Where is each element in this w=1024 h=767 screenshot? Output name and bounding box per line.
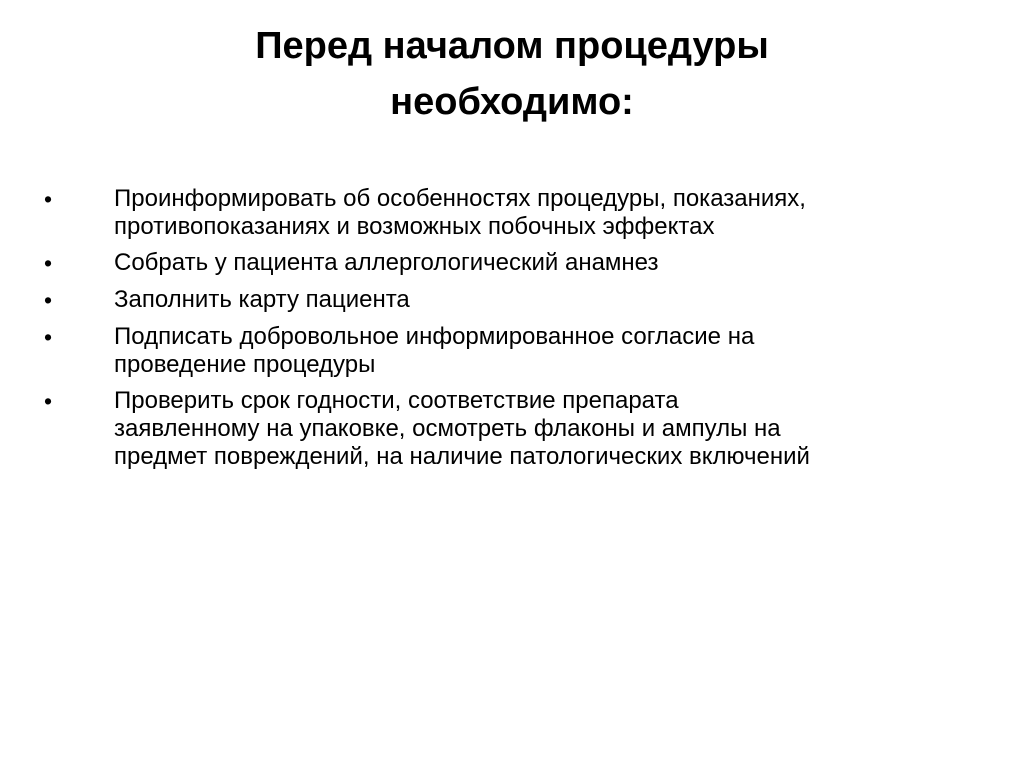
list-item (40, 323, 1000, 379)
text-line: Проверить срок годности, соответствие препарата (114, 387, 679, 414)
bullet-list (40, 185, 1000, 479)
title-line: необходимо: (390, 81, 634, 123)
list-item-text (114, 249, 1000, 277)
list-item-text (114, 286, 1000, 314)
list-item-text (114, 387, 1000, 471)
list-item (40, 387, 1000, 471)
slide-title (112, 18, 912, 130)
bullet-marker: • (44, 388, 53, 414)
list-item-text (114, 185, 1000, 241)
text-line: Собрать у пациента аллергологический анамнез (114, 249, 659, 276)
text-line: Проинформировать об особенностях процедуры, показаниях, (114, 185, 806, 212)
bullet-marker: • (44, 186, 53, 212)
text-line: проведение процедуры (114, 351, 376, 378)
list-item (40, 286, 1000, 315)
text-line: предмет повреждений, на наличие патологических включений (114, 443, 810, 470)
text-line: противопоказаниях и возможных побочных эффектах (114, 213, 715, 240)
list-item (40, 249, 1000, 278)
text-line: Заполнить карту пациента (114, 286, 410, 313)
text-line: заявленному на упаковке, осмотреть флаконы и ампулы на (114, 415, 781, 442)
title-line: Перед началом процедуры (255, 25, 769, 67)
list-item-text (114, 323, 1000, 379)
text-line: Подписать добровольное информированное согласие на (114, 323, 755, 350)
bullet-marker: • (44, 324, 53, 350)
list-item (40, 185, 1000, 241)
bullet-marker: • (44, 287, 53, 313)
bullet-marker: • (44, 250, 53, 276)
